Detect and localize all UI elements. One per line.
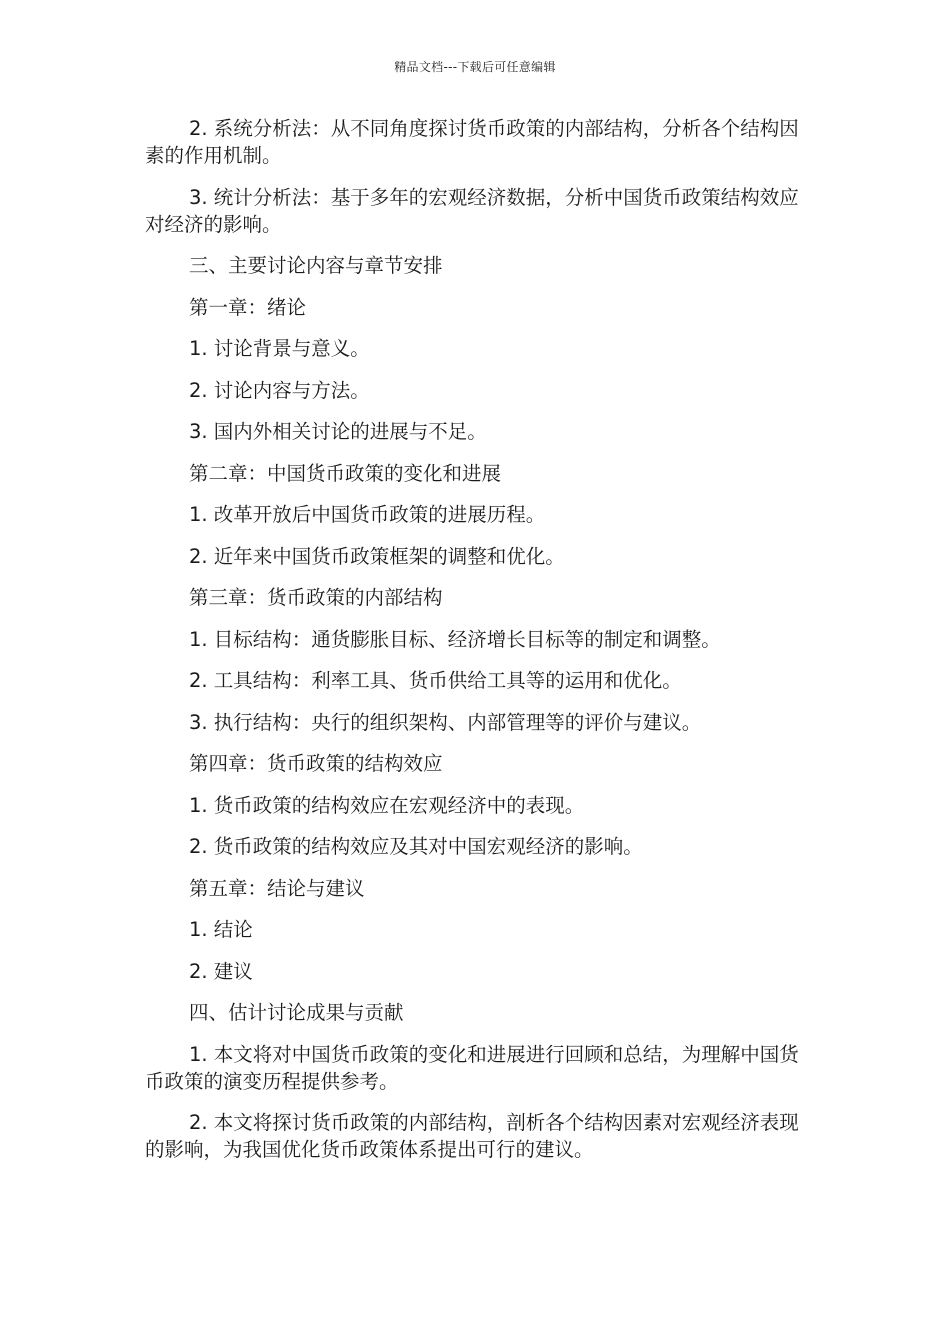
chapter-3-heading: 第三章：货币政策的内部结构	[189, 586, 443, 609]
list-item: 3. 执行结构：央行的组织架构、内部管理等的评价与建议。	[189, 710, 702, 734]
list-item: 1. 改革开放后中国货币政策的进展历程。	[189, 503, 546, 526]
list-item: 3. 国内外相关讨论的进展与不足。	[189, 420, 487, 443]
chapter-4-heading: 第四章：货币政策的结构效应	[189, 752, 443, 775]
section-heading-main-content: 三、主要讨论内容与章节安排	[189, 254, 443, 277]
section-heading-expected-results: 四、估计讨论成果与贡献	[189, 1001, 404, 1024]
chapter-2-heading: 第二章：中国货币政策的变化和进展	[189, 461, 502, 485]
list-item: 1. 目标结构：通货膨胀目标、经济增长目标等的制定和调整。	[189, 627, 721, 651]
list-item: 1. 讨论背景与意义。	[189, 337, 370, 360]
paragraph-contribution-2: 2. 本文将探讨货币政策的内部结构，剖析各个结构因素对宏观经济表现的影响，为我国优化货币政策体系提出可行的建议。	[145, 1111, 799, 1161]
paragraph-contribution-1: 1. 本文将对中国货币政策的变化和进展进行回顾和总结，为理解中国货币政策的演变历程提供参考。	[145, 1042, 799, 1093]
list-item: 2. 货币政策的结构效应及其对中国宏观经济的影响。	[189, 835, 643, 858]
chapter-1-heading: 第一章：绪论	[189, 295, 307, 319]
page-header: 精品文档---下载后可任意编辑	[394, 60, 556, 74]
document-body	[145, 115, 800, 1178]
paragraph-system-analysis: 2. 系统分析法：从不同角度探讨货币政策的内部结构，分析各个结构因素的作用机制。	[145, 117, 799, 167]
list-item: 2. 讨论内容与方法。	[189, 378, 370, 402]
chapter-5-heading: 第五章：结论与建议	[189, 876, 365, 900]
list-item: 2. 工具结构：利率工具、货币供给工具等的运用和优化。	[189, 669, 682, 692]
paragraph-statistical-analysis: 3. 统计分析法：基于多年的宏观经济数据，分析中国货币政策结构效应对经济的影响。	[145, 185, 799, 236]
list-item: 1. 货币政策的结构效应在宏观经济中的表现。	[189, 793, 585, 817]
list-item: 2. 近年来中国货币政策框架的调整和优化。	[189, 544, 565, 568]
list-item: 2. 建议	[189, 959, 253, 983]
list-item: 1. 结论	[189, 918, 253, 941]
